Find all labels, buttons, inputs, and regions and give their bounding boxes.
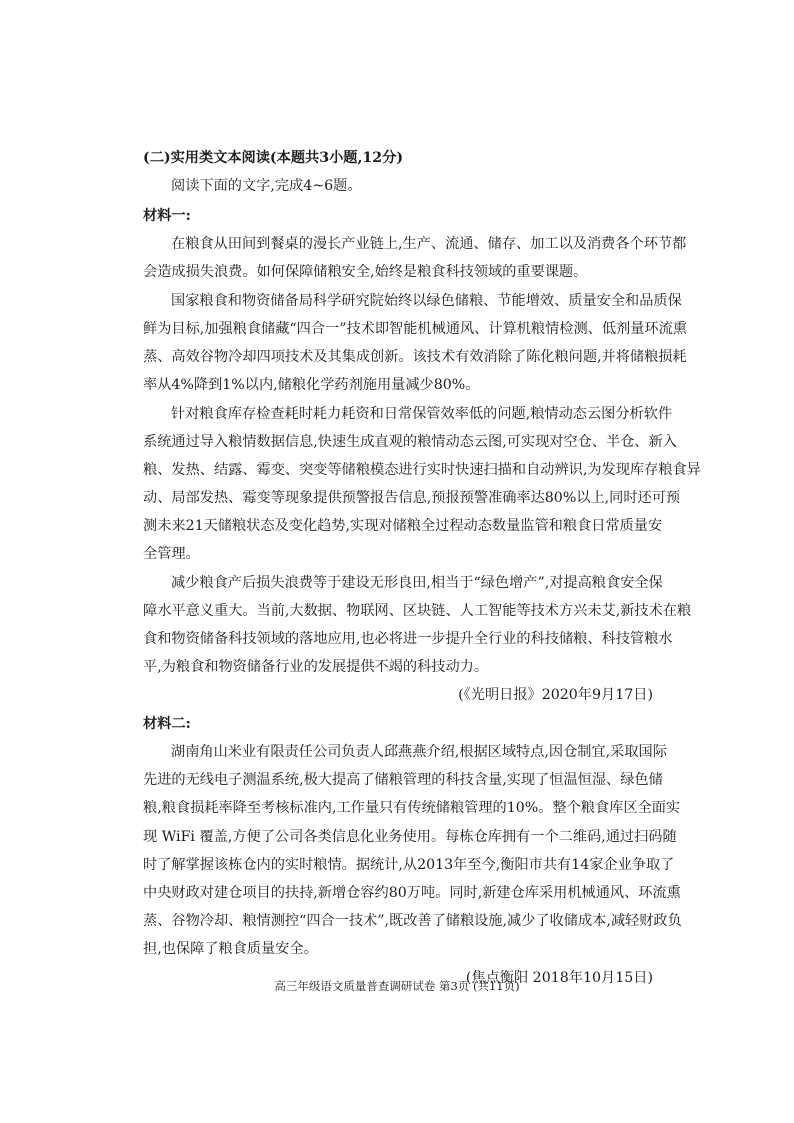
material2-heading: 材料二: bbox=[143, 716, 191, 732]
material1-line: 动、局部发热、霉变等现象提供预警报告信息,预报预警准确率达80%以上,同时还可预 bbox=[143, 490, 681, 506]
material1-line: 蒸、高效谷物冷却四项技术及其集成创新。该技术有效消除了陈化粮问题,并将储粮损耗 bbox=[143, 349, 687, 365]
material1-line: 率从4%降到1%以内,储粮化学药剂施用量减少80%。 bbox=[143, 377, 480, 393]
material1-line: 障水平意义重大。当前,大数据、物联网、区块链、人工智能等技术方兴未艾,新技术在粮 bbox=[143, 603, 692, 619]
material2-line: 担,也保障了粮食质量安全。 bbox=[143, 941, 318, 957]
material2-line: 中央财政对建仓项目的扶持,新增仓容约80万吨。同时,新建仓库采用机械通风、环流熏 bbox=[143, 885, 681, 901]
material2-line: 蒸、谷物冷却、粮情测控“四合一技术”,既改善了储粮设施,减少了收储成本,减轻财政负 bbox=[143, 913, 682, 929]
material1-line: 鲜为目标,加强粮食储藏“四合一”技术即智能机械通风、计算机粮情检测、低剂量环流熏 bbox=[143, 321, 687, 337]
instruction: 阅读下面的文字,完成4~6题。 bbox=[171, 178, 362, 194]
material2-source: (焦点衡阳 2018年10月15日) bbox=[465, 970, 653, 986]
material1-line: 系统通过导入粮情数据信息,快速生成直观的粮情动态云图,可实现对空仓、半仓、新入 bbox=[143, 434, 677, 450]
material1-line: 测未来21天储粮状态及变化趋势,实现对储粮全过程动态数量监管和粮食日常质量安 bbox=[143, 518, 663, 534]
material1-line: 针对粮食库存检查耗时耗力耗资和日常保管效率低的问题,粮情动态云图分析软件 bbox=[171, 406, 673, 422]
material2-line: 现 WiFi 覆盖,方便了公司各类信息化业务使用。每栋仓库拥有一个二维码,通过扫码随 bbox=[143, 829, 677, 845]
material2-line: 先进的无线电子测温系统,极大提高了储粮管理的科技含量,实现了恒温恒湿、绿色储 bbox=[143, 772, 663, 788]
material1-line: 粮、发热、结露、霉变、突变等储粮模态进行实时快速扫描和自动辨识,为发现库存粮食异 bbox=[143, 462, 701, 478]
material1-heading: 材料一: bbox=[143, 208, 191, 224]
material1-line: 在粮食从田间到餐桌的漫长产业链上,生产、流通、储存、加工以及消费各个环节都 bbox=[171, 236, 687, 252]
material1-line: 国家粮食和物资储备局科学研究院始终以绿色储粮、节能增效、质量安全和品质保 bbox=[171, 293, 682, 309]
material1-line: 会造成损失浪费。如何保障储粮安全,始终是粮食科技领域的重要课题。 bbox=[143, 264, 588, 280]
section-title: (二)实用类文本阅读(本题共3小题,12分) bbox=[143, 150, 404, 166]
material1-line: 平,为粮食和物资储备行业的发展提供不竭的科技动力。 bbox=[143, 659, 489, 675]
material1-line: 全管理。 bbox=[143, 546, 200, 562]
material2-line: 湖南角山米业有限责任公司负责人邱燕燕介绍,根据区域特点,因仓制宜,采取国际 bbox=[171, 744, 667, 760]
page-footer: 高三年级语文质量普查调研试卷 第3页 (共11页) bbox=[274, 979, 520, 993]
material1-source: (《光明日报》2020年9月17日) bbox=[458, 687, 653, 703]
material1-line: 减少粮食产后损失浪费等于建设无形良田,相当于“绿色增产”,对提高粮食安全保 bbox=[171, 575, 663, 591]
material2-line: 粮,粮食损耗率降至考核标准内,工作量只有传统储粮管理的10%。整个粮食库区全面实 bbox=[143, 800, 681, 816]
material2-line: 时了解掌握该栋仓内的实时粮情。据统计,从2013年至今,衡阳市共有14家企业争取了 bbox=[143, 857, 675, 873]
material1-line: 食和物资储备科技领域的落地应用,也必将进一步提升全行业的科技储粮、科技管粮水 bbox=[143, 631, 673, 647]
